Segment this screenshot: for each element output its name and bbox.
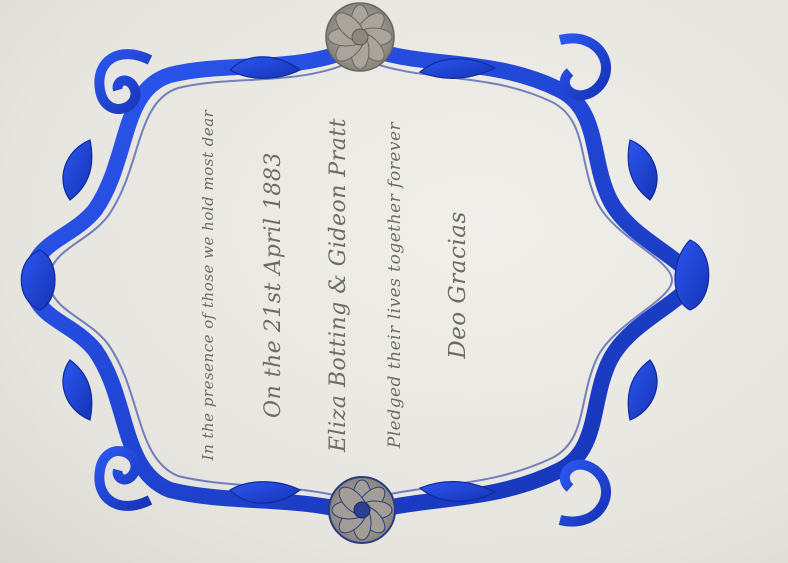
inscription-line-4: Pledged their lives together forever bbox=[385, 121, 405, 449]
inscription-text bbox=[193, 25, 593, 545]
inscription-line-2: On the 21st April 1883 bbox=[261, 152, 286, 418]
inscription-line-3: Eliza Botting & Gideon Pratt bbox=[326, 117, 351, 453]
inscription-line-1: In the presence of those we hold most dear bbox=[199, 109, 217, 461]
inscription-line-5: Deo Gracias bbox=[445, 211, 471, 359]
